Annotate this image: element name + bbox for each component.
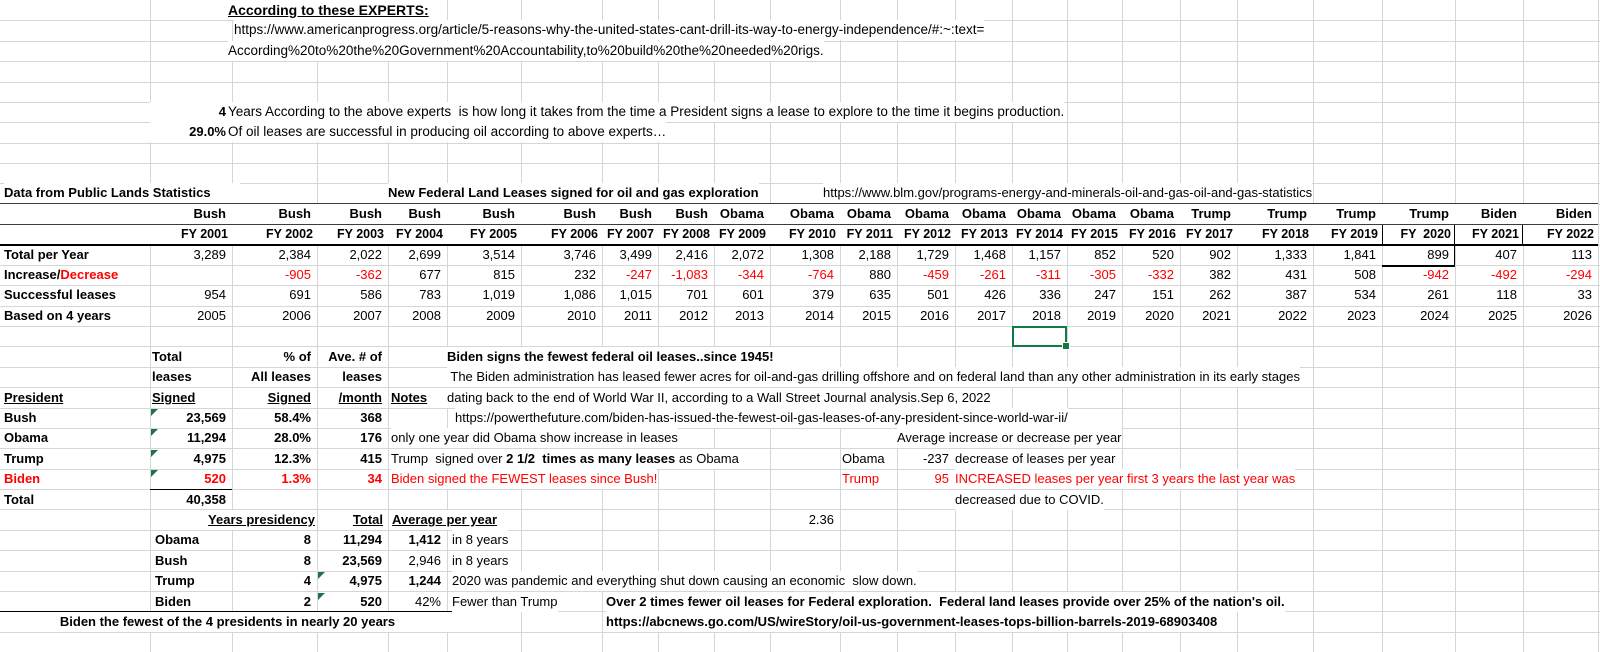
avg-change-obama-value[interactable]: -237: [922, 451, 949, 466]
lease-value-cell[interactable]: 2020: [1145, 308, 1174, 323]
years-row-president[interactable]: Trump: [155, 573, 195, 588]
lease-value-cell[interactable]: 2,416: [675, 247, 708, 262]
lease-value-cell[interactable]: 2023: [1347, 308, 1376, 323]
lease-value-cell[interactable]: 2007: [353, 308, 382, 323]
headline-line1: The Biden administration has leased fewer acres for oil-and-gas drilling offshore and on federal land than any other administration in its early stages: [447, 367, 1300, 387]
lease-value-cell[interactable]: 2015: [862, 308, 891, 323]
president-header-cell[interactable]: Bush: [482, 206, 515, 221]
summary-row-permonth[interactable]: 415: [360, 451, 382, 466]
president-header-cell[interactable]: Biden: [1480, 206, 1517, 221]
president-header-cell[interactable]: Biden: [1555, 206, 1592, 221]
lease-value-cell[interactable]: -247: [625, 267, 652, 282]
summary-header-pct-3: Signed: [267, 390, 311, 405]
lease-value-cell[interactable]: 33: [1577, 287, 1592, 302]
lease-value-cell[interactable]: 382: [1209, 267, 1231, 282]
avg-change-trump-label[interactable]: Trump: [842, 471, 880, 486]
comment-indicator-icon: [151, 409, 158, 416]
summary-row-pct[interactable]: 28.0%: [274, 430, 311, 445]
president-header-cell[interactable]: Obama: [789, 206, 834, 221]
summary-header-total-1: Total: [152, 349, 183, 364]
lease-value-cell[interactable]: 1,729: [916, 247, 949, 262]
lease-value-cell[interactable]: 426: [984, 287, 1006, 302]
headline-line2: dating back to the end of World War II, according to a Wall Street Journal analysis.Sep 6, 2022: [447, 388, 991, 408]
fiscal-year-header-cell[interactable]: FY 2001: [180, 227, 228, 241]
summary-row-permonth[interactable]: 368: [360, 410, 382, 425]
lease-value-cell[interactable]: 1,308: [801, 247, 834, 262]
lease-value-cell[interactable]: 1,333: [1274, 247, 1307, 262]
years-to-production-text: Years According to the above experts is how long it takes from the time a President signs a lease to explore to the time it begins production.: [228, 102, 1064, 122]
president-header-cell[interactable]: Bush: [408, 206, 441, 221]
fiscal-year-header-cell[interactable]: FY 2004: [395, 227, 443, 241]
lease-value-cell[interactable]: 3,289: [193, 247, 226, 262]
summary-row-total[interactable]: 23,569: [186, 410, 226, 425]
abcnews-url[interactable]: https://abcnews.go.com/US/wireStory/oil-us-government-leases-tops-billion-barrels-2019-68903408: [606, 612, 1217, 632]
president-header-cell[interactable]: Trump: [1409, 206, 1449, 221]
lease-value-cell[interactable]: 2021: [1202, 308, 1231, 323]
fiscal-year-header-cell[interactable]: FY 2005: [469, 227, 517, 241]
lease-value-cell[interactable]: 431: [1285, 267, 1307, 282]
lease-value-cell[interactable]: -492: [1490, 267, 1517, 282]
lease-value-cell[interactable]: 501: [927, 287, 949, 302]
lease-value-cell[interactable]: 113: [1571, 247, 1592, 262]
lease-value-cell[interactable]: 2024: [1420, 308, 1449, 323]
years-row-total[interactable]: 4,975: [349, 573, 382, 588]
president-header-cell[interactable]: Trump: [1191, 206, 1231, 221]
lease-value-cell[interactable]: 336: [1039, 287, 1061, 302]
avg-change-trump-note: INCREASED leases per year first 3 years the last year was: [955, 469, 1295, 489]
lease-value-cell[interactable]: 3,499: [619, 247, 652, 262]
ratio-value[interactable]: 2.36: [808, 512, 834, 527]
years-row-avg[interactable]: 2,946: [408, 553, 441, 568]
lease-value-cell[interactable]: -905: [284, 267, 311, 282]
fiscal-year-header-cell[interactable]: FY 2002: [265, 227, 313, 241]
fiscal-year-header-cell[interactable]: FY 2011: [846, 227, 893, 241]
lease-row-label[interactable]: Increase/Decrease: [4, 267, 119, 282]
years-row-president[interactable]: Biden: [155, 594, 192, 609]
lease-value-cell[interactable]: -362: [355, 267, 382, 282]
lease-value-cell[interactable]: 2,022: [349, 247, 382, 262]
lease-value-cell[interactable]: -344: [737, 267, 764, 282]
summary-row-total[interactable]: 520: [204, 471, 226, 486]
lease-value-cell[interactable]: 2,072: [731, 247, 764, 262]
president-header-cell[interactable]: Bush: [193, 206, 226, 221]
fiscal-year-header-cell[interactable]: FY 2020: [1400, 227, 1451, 241]
president-header-cell[interactable]: Bush: [675, 206, 708, 221]
lease-value-cell[interactable]: 387: [1285, 287, 1307, 302]
summary-row-permonth[interactable]: 34: [367, 471, 382, 486]
summary-row-pct[interactable]: 58.4%: [274, 410, 311, 425]
lease-value-cell[interactable]: 1,019: [482, 287, 515, 302]
president-header-cell[interactable]: Bush: [349, 206, 382, 221]
lease-value-cell[interactable]: 1,468: [973, 247, 1006, 262]
lease-value-cell[interactable]: 3,746: [563, 247, 596, 262]
years-total-header: Total: [352, 512, 383, 527]
lease-value-cell[interactable]: 2014: [805, 308, 834, 323]
trump-note: Trump signed over 2 1/2 times as many leases as Obama: [391, 449, 739, 469]
lease-row-label[interactable]: Successful leases: [4, 287, 117, 302]
lease-value-cell[interactable]: -942: [1422, 267, 1449, 282]
lease-value-cell[interactable]: 2008: [412, 308, 441, 323]
years-row-total[interactable]: 11,294: [342, 532, 382, 547]
lease-value-cell[interactable]: 379: [812, 287, 834, 302]
president-header-cell[interactable]: Bush: [563, 206, 596, 221]
lease-value-cell[interactable]: 635: [869, 287, 891, 302]
lease-table-title: New Federal Land Leases signed for oil and gas exploration: [388, 183, 759, 203]
summary-header-president: President: [4, 390, 64, 405]
lease-value-cell[interactable]: 691: [289, 287, 311, 302]
success-pct-value[interactable]: 29.0%: [150, 122, 232, 142]
lease-value-cell[interactable]: 118: [1496, 287, 1517, 302]
years-row-note: 2020 was pandemic and everything shut down causing an economic slow down.: [452, 571, 917, 591]
president-header-cell[interactable]: Bush: [278, 206, 311, 221]
summary-header-avg-2: leases: [342, 369, 382, 384]
biden-callout: Over 2 times fewer oil leases for Federal exploration. Federal land leases provide over 25% of the nation's oil.: [606, 592, 1285, 612]
years-row-note: in 8 years: [452, 551, 508, 571]
lease-value-cell[interactable]: 2009: [486, 308, 515, 323]
years-row-years[interactable]: 8: [303, 532, 311, 547]
lease-value-cell[interactable]: 2025: [1488, 308, 1517, 323]
fiscal-year-header-cell[interactable]: FY 2022: [1546, 227, 1594, 241]
lease-value-cell[interactable]: 852: [1094, 247, 1116, 262]
lease-table-source-label: Data from Public Lands Statistics: [4, 183, 240, 203]
fiscal-year-header-cell[interactable]: FY 2006: [550, 227, 598, 241]
covid-note: decreased due to COVID.: [955, 490, 1104, 510]
years-header: Years presidency: [183, 510, 315, 530]
years-row-note: in 8 years: [452, 530, 508, 550]
summary-header-avg-1: Ave. # of: [328, 349, 382, 364]
years-row-years[interactable]: 4: [303, 573, 311, 588]
comment-indicator-icon: [151, 470, 158, 477]
footer-conclusion: Biden the fewest of the 4 presidents in nearly 20 years: [0, 612, 455, 632]
lease-value-cell[interactable]: 815: [493, 267, 515, 282]
avg-change-trump-value[interactable]: 95: [934, 471, 949, 486]
selected-cell[interactable]: [1012, 326, 1067, 347]
summary-header-pct-2: All leases: [251, 369, 311, 384]
president-header-cell[interactable]: Trump: [1267, 206, 1307, 221]
years-row-years[interactable]: 8: [303, 553, 311, 568]
lease-value-cell[interactable]: 902: [1209, 247, 1231, 262]
lease-value-cell[interactable]: 1,015: [619, 287, 652, 302]
fiscal-year-header-cell[interactable]: FY 2003: [336, 227, 384, 241]
lease-value-cell[interactable]: 151: [1152, 287, 1174, 302]
lease-value-cell[interactable]: 508: [1354, 267, 1376, 282]
lease-value-cell[interactable]: -311: [1035, 267, 1061, 282]
fiscal-year-header-cell[interactable]: FY 2007: [606, 227, 654, 241]
lease-value-cell[interactable]: 1,157: [1028, 247, 1061, 262]
president-header-cell[interactable]: Obama: [961, 206, 1006, 221]
lease-value-cell[interactable]: -459: [922, 267, 949, 282]
fiscal-year-header-cell[interactable]: FY 2021: [1471, 227, 1519, 241]
fiscal-year-header-cell[interactable]: FY 2014: [1015, 227, 1063, 241]
headline-title: Biden signs the fewest federal oil leases..since 1945!: [447, 347, 774, 367]
summary-row-president[interactable]: Trump: [4, 451, 44, 466]
summary-header-pct-1: % of: [283, 349, 311, 364]
lease-value-cell[interactable]: 2,699: [408, 247, 441, 262]
lease-value-cell[interactable]: 1,086: [563, 287, 596, 302]
summary-total-value[interactable]: 40,358: [186, 492, 226, 507]
lease-value-cell[interactable]: -261: [979, 267, 1006, 282]
summary-row-permonth[interactable]: 176: [360, 430, 382, 445]
fiscal-year-header-cell[interactable]: FY 2016: [1128, 227, 1176, 241]
blm-url[interactable]: https://www.blm.gov/programs-energy-and-minerals-oil-and-gas-oil-and-gas-statistics: [823, 183, 1312, 203]
lease-value-cell[interactable]: 2,384: [278, 247, 311, 262]
fiscal-year-header-cell[interactable]: FY 2009: [718, 227, 766, 241]
lease-value-cell[interactable]: -305: [1089, 267, 1116, 282]
lease-value-cell[interactable]: 2006: [282, 308, 311, 323]
lease-value-cell[interactable]: 407: [1495, 247, 1517, 262]
fiscal-year-header-cell[interactable]: FY 2018: [1261, 227, 1309, 241]
summary-row-pct[interactable]: 1.3%: [281, 471, 311, 486]
lease-row-label[interactable]: Total per Year: [4, 247, 89, 262]
comment-indicator-icon: [151, 429, 158, 436]
lease-value-cell[interactable]: 2,188: [858, 247, 891, 262]
lease-value-cell[interactable]: 2011: [624, 308, 652, 323]
lease-value-cell[interactable]: 2010: [567, 308, 596, 323]
years-row-president[interactable]: Bush: [155, 553, 188, 568]
president-header-cell[interactable]: Obama: [904, 206, 949, 221]
president-header-cell[interactable]: Obama: [1016, 206, 1061, 221]
lease-value-cell[interactable]: 677: [419, 267, 441, 282]
fiscal-year-header-cell[interactable]: FY 2019: [1330, 227, 1378, 241]
fiscal-year-header-cell[interactable]: FY 2008: [662, 227, 710, 241]
fiscal-year-header-cell[interactable]: FY 2012: [903, 227, 951, 241]
lease-value-cell[interactable]: 954: [204, 287, 226, 302]
success-pct-text: Of oil leases are successful in producing oil according to above experts…: [228, 122, 666, 142]
years-to-production-value[interactable]: 4: [150, 102, 232, 122]
comment-indicator-icon: [151, 450, 158, 457]
lease-value-cell[interactable]: 2022: [1278, 308, 1307, 323]
lease-value-cell[interactable]: -332: [1147, 267, 1174, 282]
lease-value-cell[interactable]: 2016: [920, 308, 949, 323]
lease-value-cell[interactable]: 880: [869, 267, 891, 282]
summary-header-total-3: Signed: [152, 390, 196, 405]
summary-header-total-2: leases: [152, 369, 192, 384]
lease-value-cell[interactable]: 262: [1209, 287, 1231, 302]
president-header-cell[interactable]: Obama: [1071, 206, 1116, 221]
president-header-cell[interactable]: Obama: [846, 206, 891, 221]
lease-value-cell[interactable]: 2005: [197, 308, 226, 323]
lease-value-cell[interactable]: 2019: [1087, 308, 1116, 323]
lease-value-cell[interactable]: -764: [807, 267, 834, 282]
avg-change-obama-label[interactable]: Obama: [842, 451, 885, 466]
powerthefuture-url[interactable]: https://powerthefuture.com/biden-has-issued-the-fewest-oil-gas-leases-of-any-president-since-world-war-ii/: [455, 408, 1068, 428]
fiscal-year-header-cell[interactable]: FY 2010: [788, 227, 836, 241]
lease-value-cell[interactable]: 899: [1427, 247, 1449, 262]
president-header-cell[interactable]: Obama: [719, 206, 764, 221]
lease-value-cell[interactable]: -1,083: [671, 267, 708, 282]
lease-value-cell[interactable]: 520: [1152, 247, 1174, 262]
fiscal-year-header-cell[interactable]: FY 2015: [1070, 227, 1118, 241]
summary-total-label: Total: [4, 492, 35, 507]
selection-fill-handle[interactable]: [1062, 342, 1070, 350]
lease-value-cell[interactable]: 586: [360, 287, 382, 302]
lease-value-cell[interactable]: 261: [1427, 287, 1449, 302]
lease-value-cell[interactable]: 3,514: [482, 247, 515, 262]
years-row-total[interactable]: 520: [360, 594, 382, 609]
lease-value-cell[interactable]: -294: [1565, 267, 1592, 282]
experts-heading: According to these EXPERTS:: [228, 2, 429, 18]
lease-value-cell[interactable]: 701: [686, 287, 708, 302]
summary-row-total[interactable]: 4,975: [193, 451, 226, 466]
lease-value-cell[interactable]: 534: [1354, 287, 1376, 302]
years-row-avg[interactable]: 1,412: [408, 532, 441, 547]
fiscal-year-header-cell[interactable]: FY 2013: [960, 227, 1008, 241]
years-row-total[interactable]: 23,569: [342, 553, 382, 568]
summary-row-president[interactable]: Bush: [4, 410, 37, 425]
lease-value-cell[interactable]: 601: [742, 287, 764, 302]
lease-value-cell[interactable]: 247: [1094, 287, 1116, 302]
biden-note: Biden signed the FEWEST leases since Bush!: [391, 469, 657, 489]
americanprogress-url-line1[interactable]: https://www.americanprogress.org/article/5-reasons-why-the-united-states-cant-drill-its-way-to-energy-independence/#:~:text=: [234, 20, 984, 40]
summary-row-president[interactable]: Obama: [4, 430, 49, 445]
president-header-cell[interactable]: Trump: [1336, 206, 1376, 221]
years-row-note: Fewer than Trump: [452, 592, 558, 612]
years-row-president[interactable]: Obama: [155, 532, 200, 547]
americanprogress-url-line2[interactable]: According%20to%20the%20Government%20Accountability,to%20build%20the%20needed%20rigs.: [228, 41, 824, 61]
lease-value-cell[interactable]: 2013: [735, 308, 764, 323]
years-avg-header: Average per year: [392, 510, 497, 530]
comment-indicator-icon: [318, 593, 325, 600]
lease-value-cell[interactable]: 2026: [1563, 308, 1592, 323]
avg-change-title: Average increase or decrease per year: [897, 428, 1122, 448]
lease-row-label[interactable]: Based on 4 years: [4, 308, 111, 323]
lease-value-cell[interactable]: 2017: [977, 308, 1006, 323]
years-row-years[interactable]: 2: [303, 594, 311, 609]
summary-row-president[interactable]: Biden: [4, 471, 41, 486]
obama-note: only one year did Obama show increase in leases: [391, 428, 678, 448]
lease-value-cell[interactable]: 2012: [679, 308, 708, 323]
years-row-avg[interactable]: 42%: [414, 594, 441, 609]
fiscal-year-header-cell[interactable]: FY 2017: [1185, 227, 1233, 241]
summary-header-notes: Notes: [391, 390, 428, 405]
summary-row-pct[interactable]: 12.3%: [274, 451, 311, 466]
lease-value-cell[interactable]: 1,841: [1343, 247, 1376, 262]
years-row-avg[interactable]: 1,244: [408, 573, 441, 588]
lease-value-cell[interactable]: 2018: [1032, 308, 1061, 323]
lease-value-cell[interactable]: 783: [419, 287, 441, 302]
comment-indicator-icon: [318, 572, 325, 579]
president-header-cell[interactable]: Obama: [1129, 206, 1174, 221]
avg-change-obama-note: decrease of leases per year: [955, 449, 1115, 469]
lease-value-cell[interactable]: 232: [574, 267, 596, 282]
summary-row-total[interactable]: 11,294: [186, 430, 226, 445]
summary-header-avg-3: /month: [338, 390, 382, 405]
president-header-cell[interactable]: Bush: [619, 206, 652, 221]
